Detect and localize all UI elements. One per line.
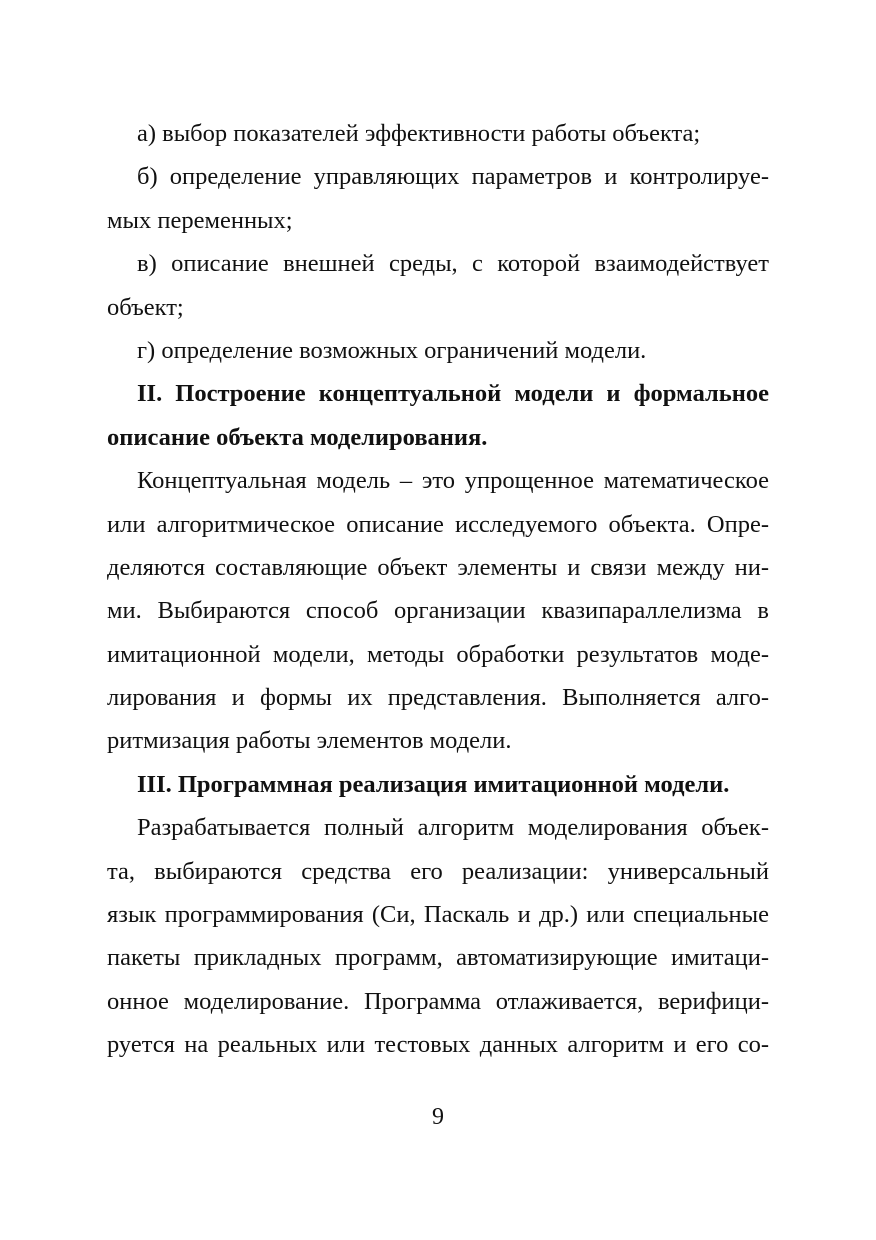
paragraph-concept-line-1: Концептуальная модель – это упрощенное математическое	[137, 467, 769, 495]
list-item-b-line-2: мых переменных;	[107, 206, 293, 234]
paragraph-program-line-4: пакеты прикладных программ, автоматизирующие имитаци-	[107, 944, 769, 972]
paragraph-concept-line-4: ми. Выбираются способ организации квазипараллелизма в	[107, 597, 769, 625]
list-item-c-line-2: объект;	[107, 293, 184, 321]
list-item-b-line-1: б) определение управляющих параметров и контролируе-	[137, 163, 769, 191]
list-item-c-line-1: в) описание внешней среды, с которой взаимодействует	[137, 250, 769, 278]
paragraph-concept-line-7: ритмизация работы элементов модели.	[107, 727, 512, 755]
page-number: 9	[432, 1104, 444, 1130]
page-body	[107, 112, 769, 1067]
paragraph-concept-line-6: лирования и формы их представления. Выполняется алго-	[107, 684, 769, 712]
section-heading-ii-line-1: II. Построение концептуальной модели и формальное	[137, 380, 769, 408]
list-item-d: г) определение возможных ограничений модели.	[137, 336, 647, 364]
section-heading-iii: III. Программная реализация имитационной модели.	[137, 770, 730, 798]
paragraph-program-line-5: онное моделирование. Программа отлаживается, верифици-	[107, 987, 769, 1015]
section-heading-ii-line-2: описание объекта моделирования.	[107, 423, 488, 451]
paragraph-program-line-2: та, выбираются средства его реализации: универсальный	[107, 857, 769, 885]
paragraph-concept-line-3: деляются составляющие объект элементы и связи между ни-	[107, 553, 769, 581]
paragraph-concept-line-2: или алгоритмическое описание исследуемого объекта. Опре-	[107, 510, 769, 538]
paragraph-concept-line-5: имитационной модели, методы обработки результатов моде-	[107, 640, 769, 668]
paragraph-program-line-6: руется на реальных или тестовых данных алгоритм и его со-	[107, 1031, 769, 1059]
list-item-a: а) выбор показателей эффективности работы объекта;	[137, 120, 701, 147]
paragraph-program-line-3: язык программирования (Си, Паскаль и др.) или специальные	[107, 901, 769, 929]
paragraph-program-line-1: Разрабатывается полный алгоритм моделирования объек-	[137, 814, 769, 842]
